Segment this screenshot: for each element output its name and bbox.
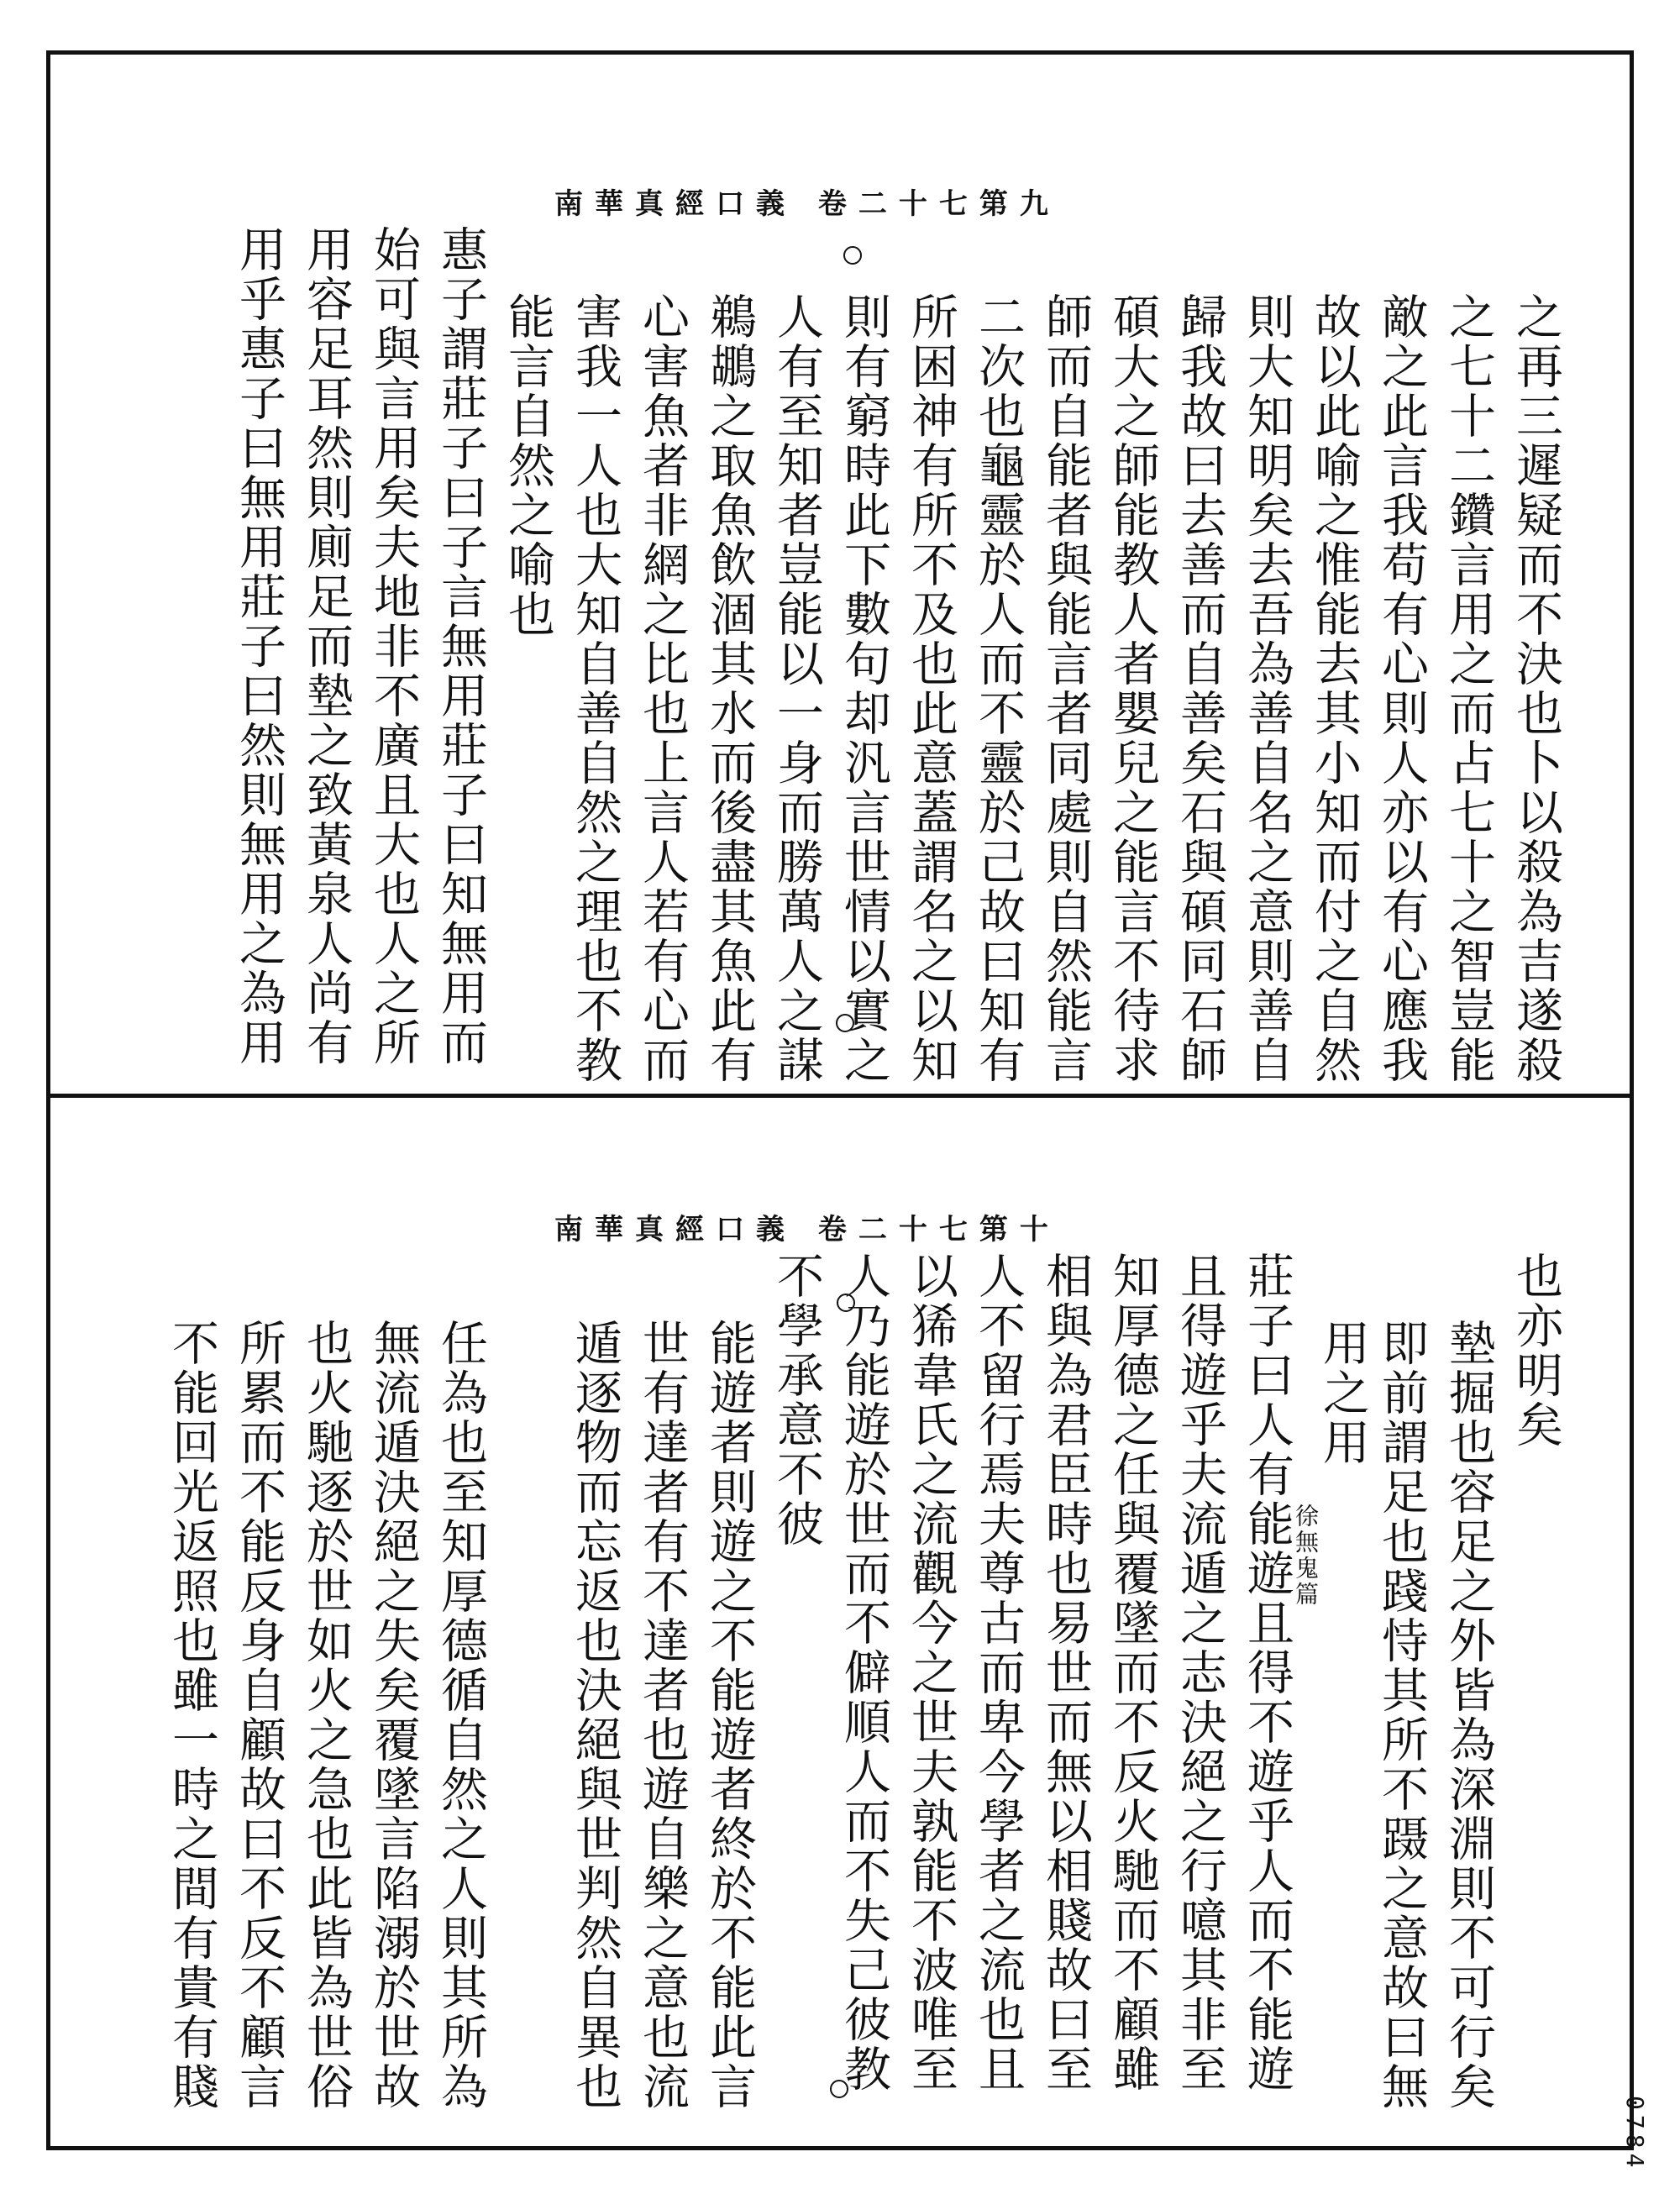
text-column: 且得遊乎夫流遁之志決絕之行噫其非至 (1173, 1252, 1227, 2094)
text-column: 能言自然之喻也 (501, 292, 555, 639)
circle-mark (843, 246, 862, 265)
text-column: 用之用 (1315, 1319, 1370, 1467)
text-column: 知厚德之任與覆墜而不反火馳而不顧雖 (1105, 1252, 1160, 2094)
text-column: 能遊者則遊之不能遊者終於不能此言 (702, 1319, 757, 2112)
text-column: 人乃能遊於世而不僻順人而不失己彼教 (837, 1252, 891, 2094)
text-column: 相與為君臣時也易世而無以相賤故曰至 (1038, 1252, 1093, 2094)
text-column: 所累而不能反身自顧故曰不反不顧言 (232, 1319, 286, 2112)
text-column: 莊子曰人有能遊且得不遊乎人而不能遊 (1240, 1252, 1294, 2094)
text-column: 墊掘也容足之外皆為深淵則不可行矣 (1441, 1319, 1496, 2112)
text-column: 鵜鶘之取魚飲涸其水而後盡其魚此有 (702, 292, 757, 1085)
text-column: 世有達者有不達者也遊自樂之意也流 (635, 1319, 690, 2112)
text-column: 則大知明矣去吾為善自名之意則善自 (1240, 292, 1294, 1085)
text-column: 以狶韋氏之流觀今之世夫孰能不波唯至 (904, 1252, 958, 2094)
text-column: 遁逐物而忘返也決絕與世判然自異也 (568, 1319, 622, 2112)
text-column: 害我一人也大知自善自然之理也不教 (568, 292, 622, 1085)
bottom-running-header: 南華真經口義 卷二十七第十 (554, 1213, 1060, 1246)
text-column: 無流遁決絕之失矣覆墜言陷溺於世故 (366, 1319, 421, 2112)
text-column: 用容足耳然則廁足而墊之致黃泉人尚有 (299, 225, 354, 1068)
text-column: 歸我故曰去善而自善矣石與碩同石師 (1173, 292, 1227, 1085)
text-column: 師而自能者與能言者同處則自然能言 (1038, 292, 1093, 1085)
text-column: 也亦明矣 (1509, 1252, 1563, 1450)
text-column: 二次也龜靈於人而不靈於己故曰知有 (971, 292, 1026, 1085)
text-column: 之再三遲疑而不決也卜以殺為吉遂殺 (1509, 292, 1563, 1085)
page-divider (46, 1094, 1634, 1098)
text-column: 則有窮時此下數句却汎言世情以實之 (837, 292, 891, 1085)
page-number: 0784 (1621, 2096, 1649, 2173)
text-column: 心害魚者非網之比也上言人若有心而 (635, 292, 690, 1085)
text-column: 始可與言用矣夫地非不廣且大也人之所 (366, 225, 421, 1068)
text-column: 碩大之師能教人者嬰兒之能言不待求 (1105, 292, 1160, 1085)
text-column: 惠子謂莊子曰子言無用莊子曰知無用而 (433, 225, 488, 1068)
text-column: 敵之此言我苟有心則人亦以有心應我 (1374, 292, 1429, 1085)
text-column: 即前謂足也踐恃其所不蹑之意故曰無 (1374, 1319, 1429, 2112)
text-column: 之七十二鑽言用之而占七十之智豈能 (1441, 292, 1496, 1085)
text-column: 人不留行焉夫尊古而卑今學者之流也且 (971, 1252, 1026, 2094)
text-column: 不能回光返照也雖一時之間有貴有賤 (165, 1319, 219, 2112)
text-column: 人有至知者豈能以一身而勝萬人之謀 (769, 292, 824, 1085)
text-column: 不學承意不彼 (769, 1252, 824, 1549)
text-column: 任為也至知厚德循自然之人則其所為 (433, 1319, 488, 2112)
text-column: 也火馳逐於世如火之急也此皆為世俗 (299, 1319, 354, 2112)
text-column: 故以此喻之惟能去其小知而付之自然 (1307, 292, 1362, 1085)
top-running-header: 南華真經口義 卷二十七第九 (554, 187, 1060, 221)
text-column: 用乎惠子曰無用莊子曰然則無用之為用 (232, 225, 286, 1068)
text-column: 所困神有所不及也此意蓋謂名之以知 (904, 292, 958, 1085)
chapter-note: 徐無鬼篇 (1292, 1504, 1320, 1608)
